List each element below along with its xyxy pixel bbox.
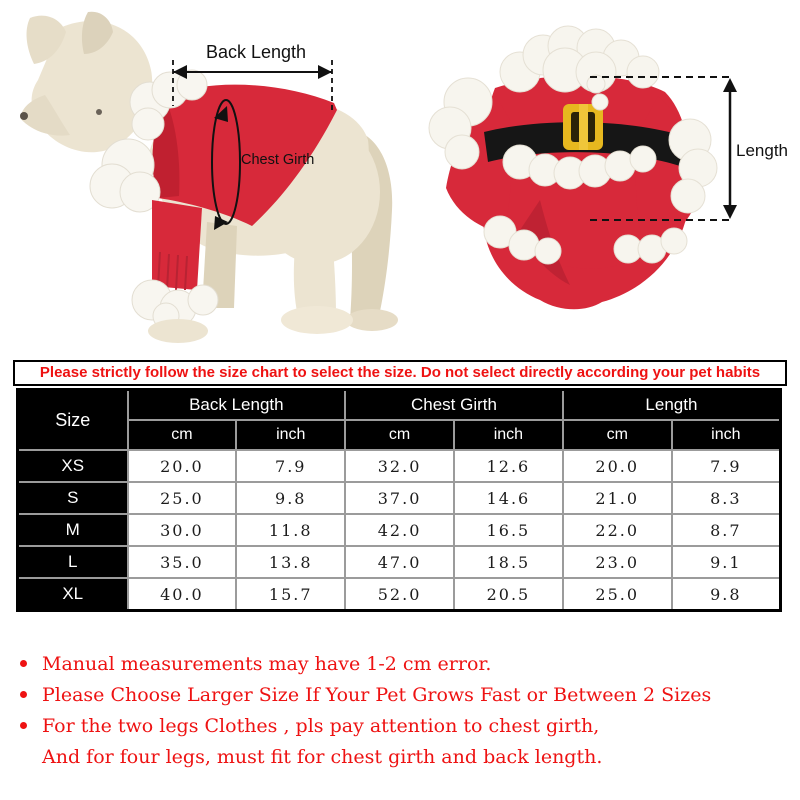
table-row-xl <box>18 578 781 611</box>
size-label: XL <box>18 578 128 611</box>
measurement-value: 20.5 <box>454 578 563 611</box>
measurement-value: 20.0 <box>128 450 237 482</box>
measurement-value: 15.7 <box>236 578 345 611</box>
bullet-icon <box>20 691 27 698</box>
bullet-icon <box>20 722 27 729</box>
product-photos <box>0 0 800 358</box>
measurement-value: 9.1 <box>672 546 781 578</box>
group-header-row <box>18 390 781 421</box>
measurement-value: 40.0 <box>128 578 237 611</box>
measurement-value: 11.8 <box>236 514 345 546</box>
measurement-value: 16.5 <box>454 514 563 546</box>
belt-buckle <box>563 104 603 150</box>
santa-costume-photo <box>400 0 800 358</box>
back-length-label: Back Length <box>205 42 307 62</box>
measurement-value: 52.0 <box>345 578 454 611</box>
dog-nose <box>20 112 28 120</box>
measurement-value: 37.0 <box>345 482 454 514</box>
unit-header: cm <box>345 420 454 450</box>
measurement-value: 12.6 <box>454 450 563 482</box>
measurement-value: 42.0 <box>345 514 454 546</box>
table-row-l <box>18 546 781 578</box>
note-item-continuation <box>20 741 780 772</box>
dog-paw <box>148 319 208 343</box>
table-row-s <box>18 482 781 514</box>
measurement-value: 47.0 <box>345 546 454 578</box>
chest-girth-column-header: Chest Girth <box>345 390 563 421</box>
note-text: And for four legs, must fit for chest girth and back length. <box>42 745 603 768</box>
unit-header: inch <box>236 420 345 450</box>
measurement-value: 23.0 <box>563 546 672 578</box>
measurement-value: 22.0 <box>563 514 672 546</box>
chest-girth-label: Chest Girth <box>241 152 315 168</box>
size-label: XS <box>18 450 128 482</box>
size-label: L <box>18 546 128 578</box>
unit-header-row <box>18 420 781 450</box>
sizing-notes <box>20 648 780 772</box>
measurement-value: 21.0 <box>563 482 672 514</box>
measurement-value: 14.6 <box>454 482 563 514</box>
measurement-value: 8.7 <box>672 514 781 546</box>
size-label: M <box>18 514 128 546</box>
measurement-value: 25.0 <box>128 482 237 514</box>
measurement-value: 7.9 <box>236 450 345 482</box>
note-text: For the two legs Clothes , pls pay attention to chest girth, <box>42 714 600 737</box>
unit-header: cm <box>128 420 237 450</box>
measurement-value: 18.5 <box>454 546 563 578</box>
measurement-value: 20.0 <box>563 450 672 482</box>
length-column-header: Length <box>563 390 781 421</box>
costume-illustration <box>429 26 717 309</box>
measurement-value: 9.8 <box>236 482 345 514</box>
dog-eye <box>96 109 102 115</box>
measurement-value: 8.3 <box>672 482 781 514</box>
measurement-value: 7.9 <box>672 450 781 482</box>
note-text: Please Choose Larger Size If Your Pet Grows Fast or Between 2 Sizes <box>42 683 712 706</box>
measurement-value: 25.0 <box>563 578 672 611</box>
size-label: S <box>18 482 128 514</box>
back-length-column-header: Back Length <box>128 390 346 421</box>
unit-header: inch <box>454 420 563 450</box>
note-item <box>20 679 780 710</box>
size-column-header: Size <box>18 390 128 451</box>
note-item <box>20 648 780 679</box>
note-item <box>20 710 780 741</box>
length-label: Length <box>736 141 788 160</box>
bullet-icon <box>20 660 27 667</box>
measurement-value: 13.8 <box>236 546 345 578</box>
measurement-value: 32.0 <box>345 450 454 482</box>
table-row-xs <box>18 450 781 482</box>
note-text: Manual measurements may have 1-2 cm error. <box>42 652 492 675</box>
unit-header: cm <box>563 420 672 450</box>
size-warning-banner: Please strictly follow the size chart to select the size. Do not select directly according your pet habits <box>13 360 787 386</box>
unit-header: inch <box>672 420 781 450</box>
measurement-value: 9.8 <box>672 578 781 611</box>
table-row-m <box>18 514 781 546</box>
measurement-value: 35.0 <box>128 546 237 578</box>
size-chart-table <box>16 388 782 612</box>
coat-sleeve <box>152 200 202 290</box>
measurement-value: 30.0 <box>128 514 237 546</box>
